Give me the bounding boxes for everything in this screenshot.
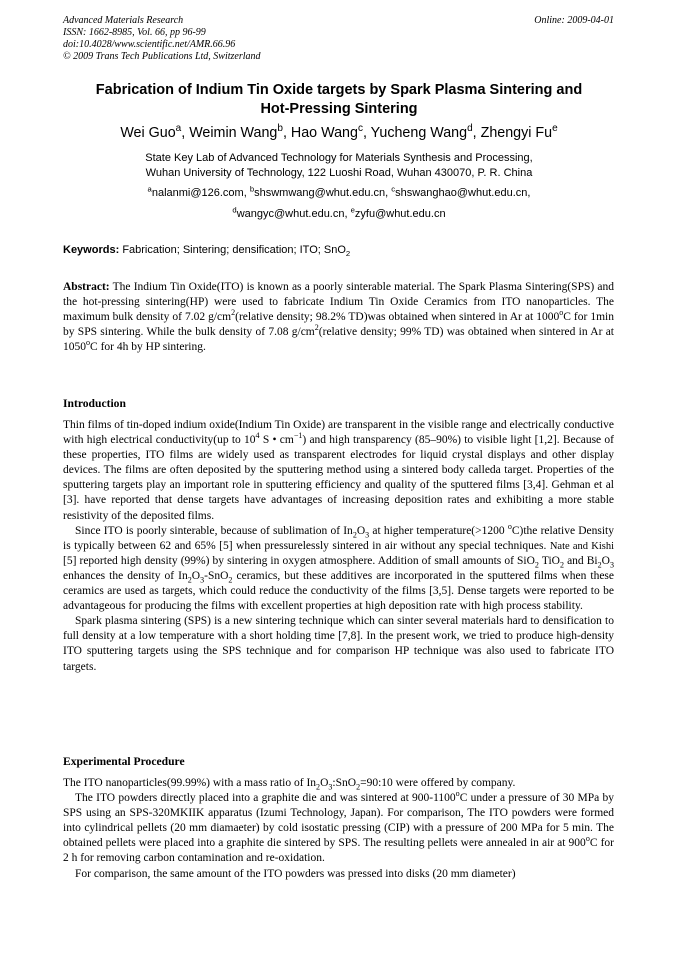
text-run: ceramics, but these additives are incorporated in the sputtered films when these ceramics are used as targets, which could reduce the conductivity of the films [3,5]. Dense targets were reported to be advantageous for producing the films with excellent properties at high deposition rate with high process stability. bbox=[63, 569, 614, 613]
affiliation-line-2: Wuhan University of Technology, 122 Luoshi Road, Wuhan 430070, P. R. China bbox=[145, 167, 533, 179]
journal-name: Advanced Materials Research bbox=[63, 15, 184, 26]
text-run: =90:10 were offered by company. bbox=[360, 777, 516, 789]
affiliation bbox=[60, 151, 618, 181]
email-link[interactable]: nalanmi@126.com bbox=[151, 187, 244, 199]
text-run: :SnO bbox=[332, 777, 357, 789]
author-mark: a bbox=[175, 123, 182, 135]
author-name: Zhengyi Fu bbox=[480, 125, 553, 141]
paragraph: For comparison, the same amount of the ITO powders was pressed into disks (20 mm diameter) bbox=[75, 867, 516, 880]
subscript: 3 bbox=[328, 782, 333, 792]
abstract-text: C for 1min by SPS sintering. While the bulk density of 7.08 g/cm bbox=[63, 311, 615, 339]
email-mark: c bbox=[391, 184, 396, 194]
text-run: C under a pressure of 30 MPa by SPS using an SPS-320MKIIK apparatus (Izumi Technology, Japan). For comparison, The ITO powders were formed into cylindrical pellets (20 mm diamaeter) by cold isostatic pressing (CIP) with a pressure of 200 MPa for 5 min. The obtained pellets were placed into a graphite die sintered by SPS. The resulting pellets were annealed in air at 900 bbox=[63, 792, 614, 850]
text-run: and Bi bbox=[563, 554, 598, 567]
issn: ISSN: 1662-8985, Vol. 66, pp 96-99 bbox=[63, 27, 206, 38]
keywords-sub: 2 bbox=[345, 249, 351, 259]
text-run: O bbox=[601, 554, 610, 567]
keywords-text: Fabrication; Sintering; densification; ITO; SnO bbox=[122, 244, 346, 256]
title-line-2: Hot-Pressing Sintering bbox=[260, 101, 418, 117]
superscript: 2 bbox=[314, 323, 319, 333]
email-mark: a bbox=[147, 184, 152, 194]
email-mark: b bbox=[249, 184, 255, 194]
paragraph bbox=[63, 418, 614, 524]
email-line-2: $^d$wangyc@whut.edu.cn, $^e$zyfu@whut.edu.cn bbox=[232, 205, 446, 220]
abstract bbox=[63, 280, 614, 355]
section-heading-introduction: Introduction bbox=[63, 397, 126, 410]
superscript: −1 bbox=[293, 431, 303, 441]
affiliation-line-1: State Key Lab of Advanced Technology for Materials Synthesis and Processing, bbox=[145, 152, 533, 164]
superscript: o bbox=[86, 338, 91, 348]
introduction-body bbox=[63, 418, 614, 675]
text-run: The ITO powders directly placed into a graphite die and was sintered at 900-1100 bbox=[75, 792, 456, 805]
email-link[interactable]: shswmwang@whut.edu.cn bbox=[254, 187, 386, 199]
text-run: -SnO bbox=[204, 569, 229, 582]
abstract-text: (relative density; 98.2% TD)was obtained when sintered in Ar at 1000 bbox=[235, 311, 560, 324]
text-run: [5] reported high density (99%) by sintering in oxygen atmosphere. Addition of small amounts of SiO bbox=[63, 554, 535, 567]
text-run: Thin films of tin-doped indium oxide(Indium Tin Oxide) are transparent in the visible range and electrically conductive with high electrical conductivity(up to 10 bbox=[63, 419, 614, 447]
text-run: Nate and Kishi bbox=[549, 540, 614, 552]
email-line-1: $^a$nalanmi@126.com, $^b$shswmwang@whut.edu.cn, $^c$shswanghao@whut.edu.cn, bbox=[147, 184, 531, 199]
email-link[interactable]: shswanghao@whut.edu.cn bbox=[395, 187, 528, 199]
text-run: S • cm bbox=[259, 434, 294, 447]
text-run: enhances the density of In bbox=[63, 569, 188, 582]
section-heading-experimental: Experimental Procedure bbox=[63, 755, 185, 768]
copyright: © 2009 Trans Tech Publications Ltd, Switzerland bbox=[63, 51, 261, 62]
online-date: Online: 2009-04-01 bbox=[534, 15, 614, 26]
keywords-label: Keywords: bbox=[63, 244, 120, 256]
abstract-text: (relative density; 99% TD) was obtained when sintered in Ar at 1050 bbox=[63, 326, 614, 354]
text-run: at higher temperature(>1200 bbox=[369, 524, 508, 537]
text-run: O bbox=[320, 777, 329, 789]
superscript: o bbox=[507, 521, 512, 531]
author-mark: c bbox=[357, 123, 363, 135]
author-mark: e bbox=[552, 123, 558, 135]
superscript: 2 bbox=[231, 308, 236, 318]
email-link[interactable]: wangyc@whut.edu.cn bbox=[236, 208, 345, 220]
text-run: O bbox=[356, 524, 366, 537]
experimental-body bbox=[63, 776, 614, 882]
abstract-text: C for 4h by HP sintering. bbox=[90, 341, 206, 354]
author-name: Yucheng Wang bbox=[370, 125, 468, 141]
abstract-text: The Indium Tin Oxide(ITO) is known as a poorly sinterable material. The Spark Plasma Sintering(SPS) and the hot-pressing sintering(HP) were used to fabricate Indium Tin Oxide Ceramics from ITO nanoparticles. The maximum bulk density of 7.02 g/cm bbox=[63, 281, 614, 324]
subscript: 3 bbox=[609, 560, 614, 570]
email-mark: d bbox=[232, 205, 237, 215]
text-run: ) and high transparency (85–90%) to visible light [1,2]. Because of these properties, ITO films are widely used as transparent electrodes for liquid crystal displays and other display devices. The films are often deposited by the sputtering method using a sintered body calleda target. Properties of the sputtering targets play an important role in sputtering efficiency and quality of the sputtered films [3,4]. Gehman et al [3]. have reported that dense targets have advantages of increasing deposition rates and exhibiting a more stable resistivity of the deposited films. bbox=[63, 434, 614, 522]
text-run: C for 2 h for removing carbon contamination and re-oxidation. bbox=[63, 837, 614, 865]
author-list: Wei Guo$^a$, Weimin Wang$^b$, Hao Wang$^c$, Yucheng Wang$^d$, Zhengyi Fu$^e$ bbox=[120, 123, 558, 141]
author-mark: d bbox=[467, 123, 473, 135]
text-run: O bbox=[191, 569, 201, 582]
author-name: Hao Wang bbox=[290, 125, 358, 141]
subscript: 2 bbox=[228, 575, 233, 585]
superscript: 4 bbox=[255, 431, 260, 441]
author-name: Wei Guo bbox=[120, 125, 176, 141]
subscript: 2 bbox=[534, 560, 539, 570]
abstract-paragraph bbox=[63, 280, 614, 355]
journal-info bbox=[63, 15, 261, 63]
author-name: Weimin Wang bbox=[189, 125, 278, 141]
paragraph bbox=[63, 791, 614, 866]
subscript: 2 bbox=[597, 560, 602, 570]
title-line-1: Fabrication of Indium Tin Oxide targets by Spark Plasma Sintering and bbox=[95, 82, 583, 98]
subscript: 2 bbox=[352, 529, 357, 539]
text-run: C)the relative Density is typically between 62 and 65% [5] when pressurelessly sintered in air without any special techniques. bbox=[63, 524, 614, 552]
subscript: 3 bbox=[365, 529, 370, 539]
text-run: Since ITO is poorly sinterable, because of sublimation of In bbox=[75, 524, 353, 537]
superscript: o bbox=[585, 834, 590, 844]
author-mark: b bbox=[277, 123, 283, 135]
text-run: The ITO nanoparticles(99.99%) with a mass ratio of In bbox=[63, 777, 317, 789]
subscript: 2 bbox=[316, 782, 321, 792]
keywords bbox=[63, 243, 614, 258]
paragraph bbox=[63, 521, 614, 615]
subscript: 2 bbox=[559, 560, 564, 570]
paragraph: Spark plasma sintering (SPS) is a new sintering technique which can sinter several materials hard to densification to full density at a low temperature with a short holding time [7,8]. In the present work, we tried to produce high-density ITO sputtering targets using the SPS technique and for comparison HP technique was also used to fabricate ITO targets. bbox=[63, 615, 614, 673]
subscript: 3 bbox=[200, 575, 205, 585]
subscript: 2 bbox=[187, 575, 192, 585]
email-mark: e bbox=[350, 205, 355, 215]
abstract-label: Abstract: bbox=[63, 281, 110, 293]
superscript: o bbox=[559, 308, 564, 318]
doi: doi:10.4028/www.scientific.net/AMR.66.96 bbox=[63, 39, 236, 50]
running-header bbox=[63, 15, 614, 65]
email-link[interactable]: zyfu@whut.edu.cn bbox=[354, 208, 446, 220]
text-run: TiO bbox=[538, 554, 560, 567]
paper-title bbox=[50, 81, 628, 119]
superscript: o bbox=[455, 789, 460, 799]
subscript: 2 bbox=[356, 782, 361, 792]
paragraph bbox=[63, 776, 614, 791]
